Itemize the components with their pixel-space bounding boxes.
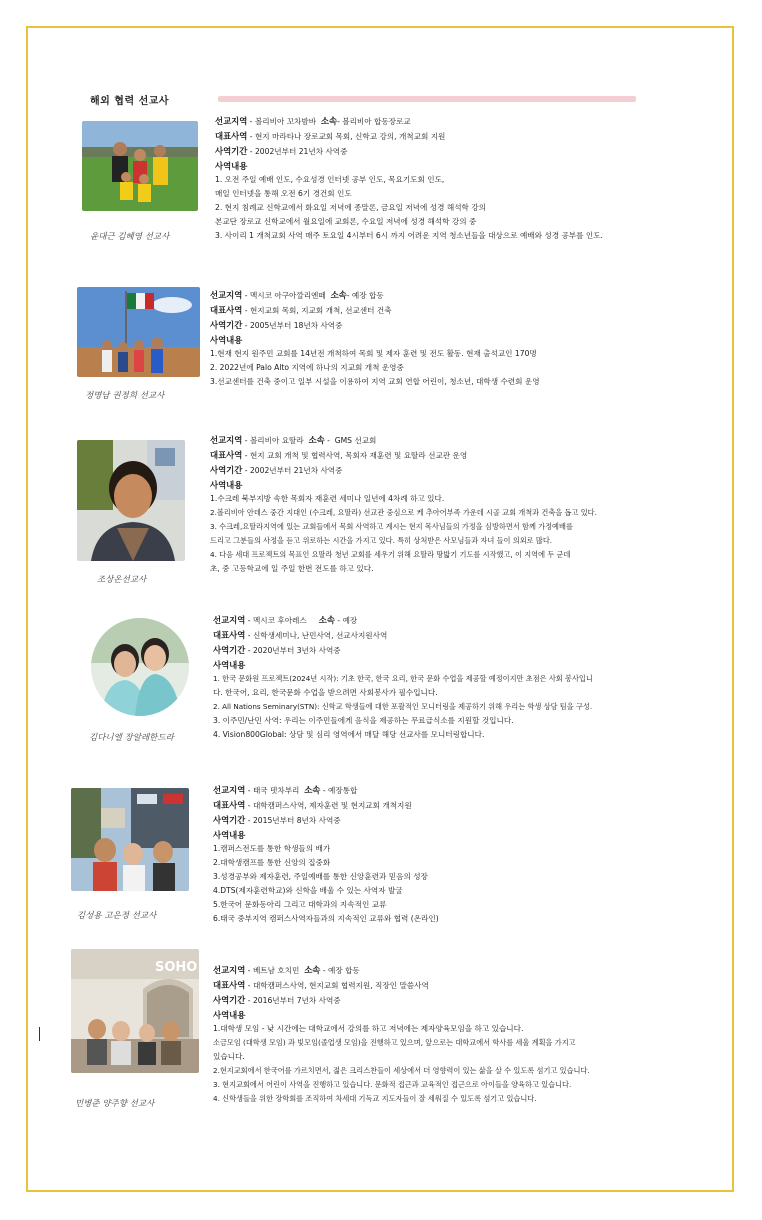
period-value: 2002년부터 21년차 사역중 <box>249 466 343 475</box>
ministry-label: 대표사역 <box>210 305 243 315</box>
content-item: 4. 다음 세대 프로젝트의 목표인 요딸라 청년 교회를 세우기 위해 요딸라 땅밟기 기도를 시작했고, 이 지역에 두 군데 <box>210 550 571 559</box>
affiliation-value: 예장 합동 <box>351 291 384 300</box>
missionary-caption-4: 김다니엘 장알레한드라 <box>89 733 174 743</box>
affiliation-label: 소속 <box>330 290 347 300</box>
content-item: 2. 현지 침례교 신학교에서 화요일 저녁에 종말론, 금요일 저녁에 성경 해석학 강의 <box>215 203 486 212</box>
ministry-row: 대표사역 - 대학캠퍼스사역, 제자훈련 및 현지교회 개척지원 <box>213 800 412 810</box>
region-value: 볼리비아 요딸라 <box>249 436 304 445</box>
region-value: 볼리비아 꼬차밤바 <box>254 117 317 126</box>
affiliation-value: 예장 합동 <box>327 966 360 975</box>
period-row: 사역기간 - 2020년부터 3년차 사역중 <box>213 645 341 655</box>
content-item: 3.성경공부와 제자훈련, 주일예배를 통한 신앙훈련과 믿음의 성장 <box>213 872 428 881</box>
region-label: 선교지역 <box>213 615 246 625</box>
content-item: 3. 사이리 1 개척교회 사역 매주 토요일 4시부터 6시 까지 어려운 지역 청소년들을 대상으로 예배와 성경 공부를 인도. <box>215 231 603 240</box>
content-item: 소금모임 (대학생 모임) 과 빛모임(졸업생 모임)을 진행하고 있으며, 앞으로는 대학교에서 학사를 세울 계획을 가지고 <box>213 1038 576 1047</box>
content-heading: 사역내용 <box>210 480 243 490</box>
region-value: 베트남 호치민 <box>252 966 300 975</box>
content-item: 1.캠퍼스전도를 통한 학생들의 배가 <box>213 844 331 853</box>
ministry-row: 대표사역 - 대학캠퍼스사역, 현지교회 협력지원, 직장인 말씀사역 <box>213 980 429 990</box>
content-item: 3.선교센터를 건축 중이고 일부 시설을 이용하여 지역 교회 연합 어린이, 청소년, 대학생 수련회 운영 <box>210 377 540 386</box>
content-item: 2. All Nations Seminary(STN): 신학교 학생들에 대한 포괄적인 모니터링을 제공하기 위해 우리는 학생 상담 팀을 구성. <box>213 702 593 711</box>
affiliation-label: 소속 <box>318 615 335 625</box>
period-value: 2015년부터 8년차 사역중 <box>252 816 341 825</box>
affiliation-value: 예장통합 <box>327 786 358 795</box>
missionary-info-2 <box>210 288 540 389</box>
missionary-info-4 <box>213 613 593 742</box>
content-heading: 사역내용 <box>213 660 246 670</box>
ministry-value: 대학캠퍼스사역, 제자훈련 및 현지교회 개척지원 <box>252 801 412 810</box>
region-value: 멕시코 아구아깔리엔떼 <box>249 291 326 300</box>
region-row: 선교지역 - 볼리비아 요딸라 소속 - GMS 선교회 <box>210 435 377 445</box>
missionary-info-5 <box>213 783 439 926</box>
soho-sign: SOHO <box>155 960 198 975</box>
period-row: 사역기간 - 2005년부터 18년차 사역중 <box>210 320 343 330</box>
region-label: 선교지역 <box>213 965 246 975</box>
content-item: 4.DTS(제자훈련학교)와 신학을 배울 수 있는 사역자 발굴 <box>213 886 403 895</box>
missionary-caption-2: 정명남 권정희 선교사 <box>85 391 165 401</box>
missionary-photo-2 <box>77 287 200 377</box>
text-cursor <box>39 1027 40 1041</box>
ministry-value: 신학생세미나, 난민사역, 선교사지원사역 <box>252 631 388 640</box>
missionary-photo-3 <box>77 440 185 561</box>
missionary-caption-3: 조상온선교사 <box>97 575 147 585</box>
content-item: 1.수크레 북부지방 속한 목회자 재훈련 세미나 일년에 4차례 하고 있다. <box>210 494 445 503</box>
affiliation-label: 소속 <box>308 435 325 445</box>
missionary-caption-6: 민병준 양주향 선교사 <box>75 1099 155 1109</box>
content-item: 2.볼리비아 안데스 중간 지대인 (수크레, 요딸라) 선교관 중심으로 케 추아어부족 가운데 시골 교회 개척과 건축을 돕고 있다. <box>210 508 597 517</box>
region-row: 선교지역 - 태국 뎃차부리 소속 - 예장통합 <box>213 785 358 795</box>
content-item: 5.한국어 문화동아리 그리고 대학과의 지속적인 교류 <box>213 900 387 909</box>
header-accent-bar <box>218 96 636 102</box>
content-item: 다. 한국어, 요리, 한국문화 수업을 받으려면 사회봉사가 필수입니다. <box>213 688 438 697</box>
ministry-label: 대표사역 <box>213 800 246 810</box>
missionary-info-1 <box>215 114 603 243</box>
period-label: 사역기간 <box>213 815 246 825</box>
region-row: 선교지역 - 베트남 호치민 소속 - 예장 합동 <box>213 965 360 975</box>
ministry-label: 대표사역 <box>213 980 246 990</box>
period-row: 사역기간 - 2002년부터 21년차 사역중 <box>210 465 343 475</box>
ministry-label: 대표사역 <box>213 630 246 640</box>
region-row: 선교지역 - 볼리비아 꼬차밤바 소속- 볼리비아 합동장로교 <box>215 116 411 126</box>
section-title: 해외 협력 선교사 <box>90 96 170 107</box>
content-item: 초, 중 고등학교에 일 주일 한번 전도를 하고 있다. <box>210 564 374 573</box>
affiliation-value: GMS 선교회 <box>334 436 377 445</box>
content-item: 2. 2022년에 Palo Alto 지역에 하나의 지교회 개척 운영중 <box>210 363 404 372</box>
content-item: 있습니다. <box>213 1052 245 1061</box>
region-value: 멕시코 후아레스 <box>252 616 307 625</box>
ministry-row: 대표사역 - 현지 교회 개척 및 협력사역, 목회자 재훈련 및 요딸라 선교관 운영 <box>210 450 468 460</box>
content-item: 3. 현지교회에서 어린이 사역을 진행하고 있습니다. 문화적 접근과 교육적인 접근으로 아이들을 양육하고 있습니다. <box>213 1080 572 1089</box>
period-label: 사역기간 <box>213 995 246 1005</box>
ministry-value: 현지 마라타나 장로교회 목회, 신학교 강의, 개척교회 지원 <box>254 132 446 141</box>
content-item: 3. 이주민/난민 사역: 우리는 이주민들에게 음식을 제공하는 무료급식소를 지원할 것입니다. <box>213 716 514 725</box>
region-label: 선교지역 <box>210 435 243 445</box>
content-item: 본교단 장로교 신학교에서 월요일에 교회론, 수요일 저녁에 성경 해석학 강의 중 <box>215 217 477 226</box>
content-item: 4. Vision800Global: 상담 및 심리 영역에서 매달 해당 선교사를 모니터링합니다. <box>213 730 485 739</box>
missionary-photo-5 <box>71 788 189 891</box>
ministry-value: 대학캠퍼스사역, 현지교회 협력지원, 직장인 말씀사역 <box>252 981 429 990</box>
region-value: 태국 뎃차부리 <box>252 786 300 795</box>
ministry-label: 대표사역 <box>215 131 248 141</box>
ministry-row: 대표사역 - 신학생세미나, 난민사역, 선교사지원사역 <box>213 630 388 640</box>
period-value: 2005년부터 18년차 사역중 <box>249 321 343 330</box>
content-item: 드리고 그분들의 사정을 듣고 위로하는 시간을 가지고 있다. 특히 상처받은 사모님들과 자녀 들이 의외로 많다. <box>210 536 553 545</box>
affiliation-value: 볼리비아 합동장로교 <box>342 117 411 126</box>
period-label: 사역기간 <box>213 645 246 655</box>
content-item: 6.태국 중부지역 캠퍼스사역자들과의 지속적인 교류와 협력 (온라인) <box>213 914 439 923</box>
content-item: 1.현재 현지 원주민 교회를 14년전 개척하여 목회 및 제자 훈련 및 전도 활동. 현재 출석교인 170명 <box>210 349 537 358</box>
period-value: 2020년부터 3년차 사역중 <box>252 646 341 655</box>
missionary-photo-1 <box>82 121 198 211</box>
period-row: 사역기간 - 2002년부터 21년차 사역중 <box>215 146 348 156</box>
missionary-caption-1: 윤대근 김혜영 선교사 <box>90 232 170 242</box>
content-heading: 사역내용 <box>210 335 243 345</box>
missionary-info-3 <box>210 433 597 576</box>
affiliation-label: 소속 <box>304 785 321 795</box>
region-label: 선교지역 <box>213 785 246 795</box>
affiliation-label: 소속 <box>320 116 338 126</box>
content-heading: 사역내용 <box>213 830 246 840</box>
missionary-info-6 <box>213 963 590 1106</box>
affiliation-label: 소속 <box>304 965 321 975</box>
region-row: 선교지역 - 멕시코 후아레스 소속 - 예장 <box>213 615 358 625</box>
content-item: 2.대학생캠프를 통한 신앙의 집중화 <box>213 858 331 867</box>
missionary-photo-4 <box>91 618 189 716</box>
ministry-value: 현지교회 목회, 지교회 개척, 선교센터 건축 <box>249 306 392 315</box>
period-row: 사역기간 - 2016년부터 7년차 사역중 <box>213 995 341 1005</box>
period-label: 사역기간 <box>210 320 243 330</box>
content-item: 2.현지교회에서 한국어를 가르치면서, 젊은 크리스찬들이 세상에서 더 영향력이 있는 삶을 살 수 있도록 섬기고 있습니다. <box>213 1066 590 1075</box>
content-item: 4. 신학생들을 위한 장학회를 조직하여 차세대 기독교 지도자들이 잘 세워질 수 있도록 섬기고 있습니다. <box>213 1094 537 1103</box>
region-row: 선교지역 - 멕시코 아구아깔리엔떼 소속- 예장 합동 <box>210 290 384 300</box>
period-label: 사역기간 <box>215 146 248 156</box>
period-value: 2016년부터 7년차 사역중 <box>252 996 341 1005</box>
content-item: 1.대학생 모임 - 낮 시간에는 대학교에서 강의를 하고 저녁에는 제자양육모임을 하고 있습니다. <box>213 1024 524 1033</box>
ministry-row: 대표사역 - 현지교회 목회, 지교회 개척, 선교센터 건축 <box>210 305 392 315</box>
period-row: 사역기간 - 2015년부터 8년차 사역중 <box>213 815 341 825</box>
content-heading: 사역내용 <box>213 1010 246 1020</box>
missionary-caption-5: 김성용 고은정 선교사 <box>77 911 157 921</box>
region-label: 선교지역 <box>215 116 248 126</box>
region-label: 선교지역 <box>210 290 243 300</box>
content-item: 1. 한국 문화원 프로젝트(2024년 시작): 기초 한국, 한국 요리, 한국 문화 수업을 제공할 예정이지만 초점은 사회 봉사입니 <box>213 674 593 683</box>
ministry-row: 대표사역 - 현지 마라타나 장로교회 목회, 신학교 강의, 개척교회 지원 <box>215 131 446 141</box>
ministry-value: 현지 교회 개척 및 협력사역, 목회자 재훈련 및 요딸라 선교관 운영 <box>249 451 468 460</box>
affiliation-value: 예장 <box>342 616 358 625</box>
content-heading: 사역내용 <box>215 161 248 171</box>
ministry-label: 대표사역 <box>210 450 243 460</box>
content-item: 1. 오전 주일 예배 인도, 수요성경 인터넷 공부 인도, 목요기도회 인도, <box>215 175 445 184</box>
content-item: 매일 인터넷을 통해 오전 6기 경건회 인도 <box>215 189 352 198</box>
period-label: 사역기간 <box>210 465 243 475</box>
content-item: 3. 수크레,요딸라지역에 있는 교회들에서 목회 사역하고 계시는 현지 목사님들의 가정을 심방하면서 함께 가정예배를 <box>210 522 573 531</box>
period-value: 2002년부터 21년차 사역중 <box>254 147 348 156</box>
missionary-photo-6 <box>71 949 199 1073</box>
